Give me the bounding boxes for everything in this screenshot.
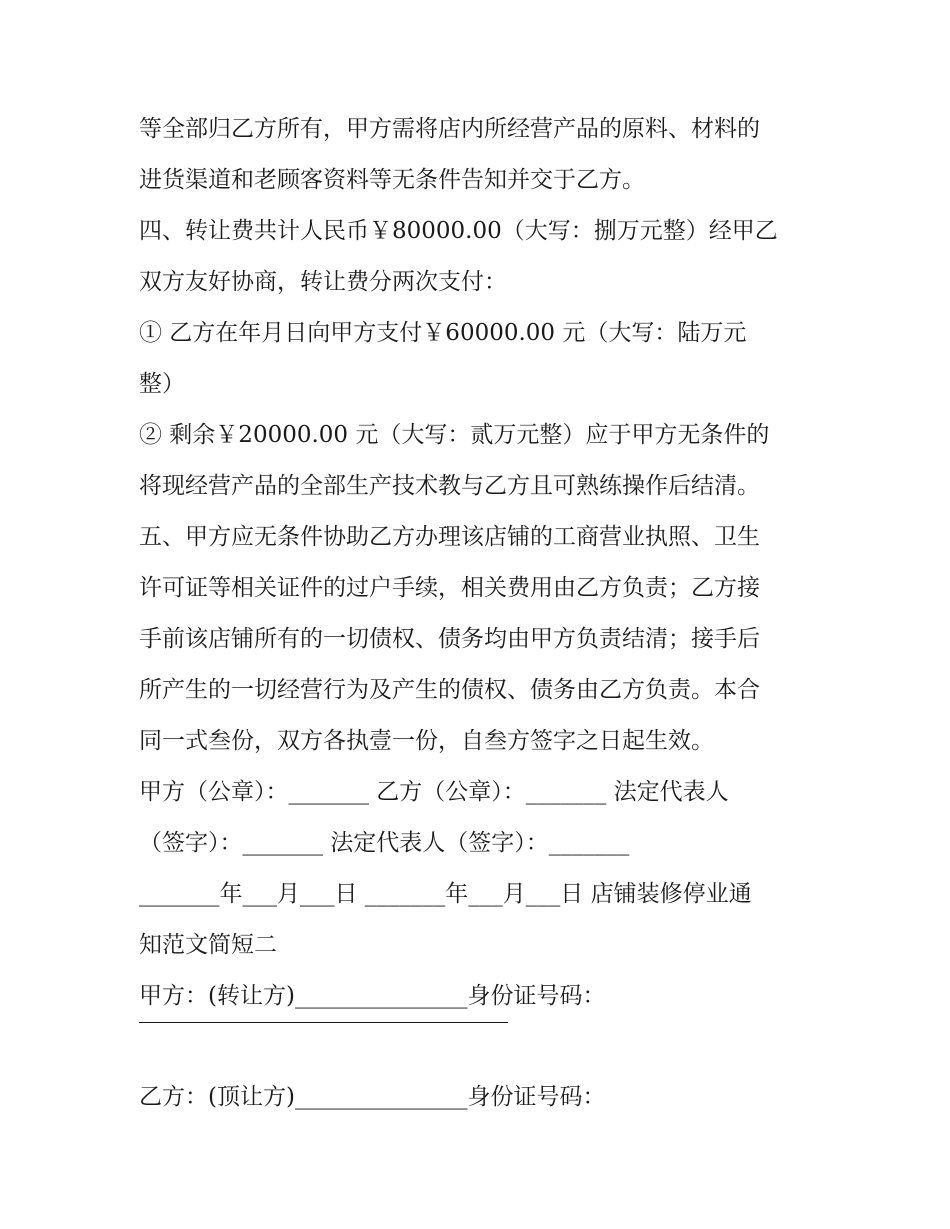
text-line: 许可证等相关证件的过户手续，相关费用由乙方负责；乙方接	[139, 575, 760, 601]
date-line: _______年___月___日 _______年___月___日 店铺装修停业通	[139, 881, 752, 907]
payment-item-2: ② 剩余￥20000.00 元（大写：贰万元整）应于甲方无条件的	[139, 422, 770, 448]
document-body	[139, 104, 819, 1123]
clause-five-line: 五、甲方应无条件协助乙方办理该店铺的工商营业执照、卫生	[139, 524, 760, 550]
spacer	[139, 1062, 819, 1072]
text-line: 将现经营产品的全部生产技术教与乙方且可熟练操作后结清。	[139, 473, 760, 499]
signature-line: （签字）：_______ 法定代表人（签字）：_______	[139, 830, 630, 856]
text-line: 整）	[139, 371, 185, 397]
section-title: 知范文简短二	[139, 932, 277, 958]
signature-line: 甲方（公章）：_______ 乙方（公章）：_______ 法定代表人	[139, 779, 729, 805]
id-number-rule	[139, 1022, 819, 1062]
blank-rule	[139, 1022, 508, 1023]
text-line: 进货渠道和老顾客资料等无条件告知并交于乙方。	[139, 167, 645, 193]
payment-item-1: ① 乙方在年月日向甲方支付￥60000.00 元（大写：陆万元	[139, 320, 747, 346]
party-b-line: 乙方：(顶让方)_______________身份证号码：	[139, 1084, 606, 1110]
text-line: 双方友好协商，转让费分两次支付：	[139, 269, 507, 295]
text-line: 等全部归乙方所有，甲方需将店内所经营产品的原料、材料的	[139, 116, 760, 142]
clause-four-line: 四、转让费共计人民币￥80000.00（大写：捌万元整）经甲乙	[139, 218, 778, 244]
text-line: 所产生的一切经营行为及产生的债权、债务由乙方负责。本合	[139, 677, 760, 703]
text-line: 手前该店铺所有的一切债权、债务均由甲方负责结清；接手后	[139, 626, 760, 652]
party-a-line: 甲方：(转让方)_______________身份证号码：	[139, 983, 606, 1009]
text-line: 同一式叁份，双方各执壹一份，自叁方签字之日起生效。	[139, 728, 714, 754]
